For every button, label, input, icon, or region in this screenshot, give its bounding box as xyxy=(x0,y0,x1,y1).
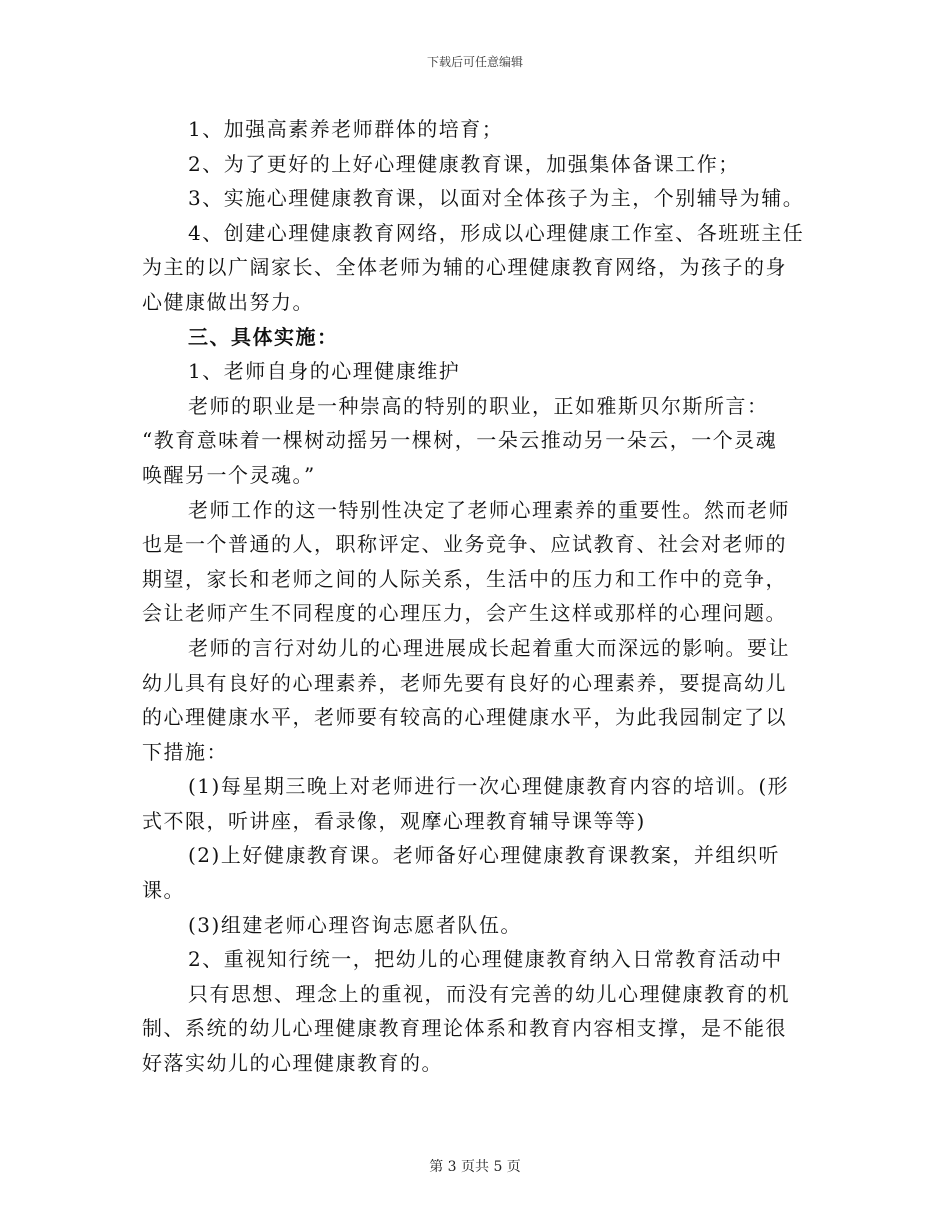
body-paragraph: 只有思想、理念上的重视，而没有完善的幼儿心理健康教育的机 制、系统的幼儿心理健康教育理论体系和教育内容相支撑，是不能很 好落实幼儿的心理健康教育的。 xyxy=(142,981,790,1076)
list-item-2: 2、为了更好的上好心理健康教育课，加强集体备课工作； xyxy=(188,151,740,176)
subheading-2: 2、重视知行统一，把幼儿的心理健康教育纳入日常教育活动中 xyxy=(188,947,783,972)
body-paragraph: 老师工作的这一特别性决定了老师心理素养的重要性。然而老师 也是一个普通的人，职称评定、业务竞争、应试教育、社会对老师的 期望，家长和老师之间的人际关系，生活中的压力和工作中的竞争， 会让老师产生不同程度的心理压力，会产生这样或那样的心理问题。 xyxy=(142,497,790,626)
body-paragraph: 老师的职业是一种崇高的特别的职业，正如雅斯贝尔斯所言： “教育意味着一棵树动摇另一棵树，一朵云推动另一朵云，一个灵魂 唤醒另一个灵魂。” xyxy=(142,393,778,487)
subheading-1: 1、老师自身的心理健康维护 xyxy=(188,359,461,384)
list-item-4: 4、创建心理健康教育网络，形成以心理健康工作室、各班班主任 为主的以广阔家长、全体老师为辅的心理健康教育网络，为孩子的身 心健康做出努力。 xyxy=(142,220,805,314)
body-paragraph: 老师的言行对幼儿的心理进展成长起着重大而深远的影响。要让 幼儿具有良好的心理素养，老师先要有良好的心理素养，要提高幼儿 的心理健康水平，老师要有较高的心理健康水平，为此我园制定了以 下措施： xyxy=(142,635,790,764)
list-item-1: 1、加强高素养老师群体的培育； xyxy=(188,117,504,141)
document-body xyxy=(142,112,822,1081)
list-item-3: 3、实施心理健康教育课，以面对全体孩子为主，个别辅导为辅。 xyxy=(188,186,805,211)
measure-item-3: (3)组建老师心理咨询志愿者队伍。 xyxy=(188,912,522,937)
measure-item-1: (1)每星期三晚上对老师进行一次心理健康教育内容的培训。(形 式不限，听讲座，看录像，观摩心理教育辅导课等等) xyxy=(142,774,790,833)
page-header: 下载后可任意编辑 xyxy=(426,55,523,69)
section-heading: 三、具体实施： xyxy=(188,324,339,349)
measure-item-2: (2)上好健康教育课。老师备好心理健康教育课教案，并组织听课。 xyxy=(142,843,780,903)
page-footer: 第 3 页共 5 页 xyxy=(429,1159,521,1175)
